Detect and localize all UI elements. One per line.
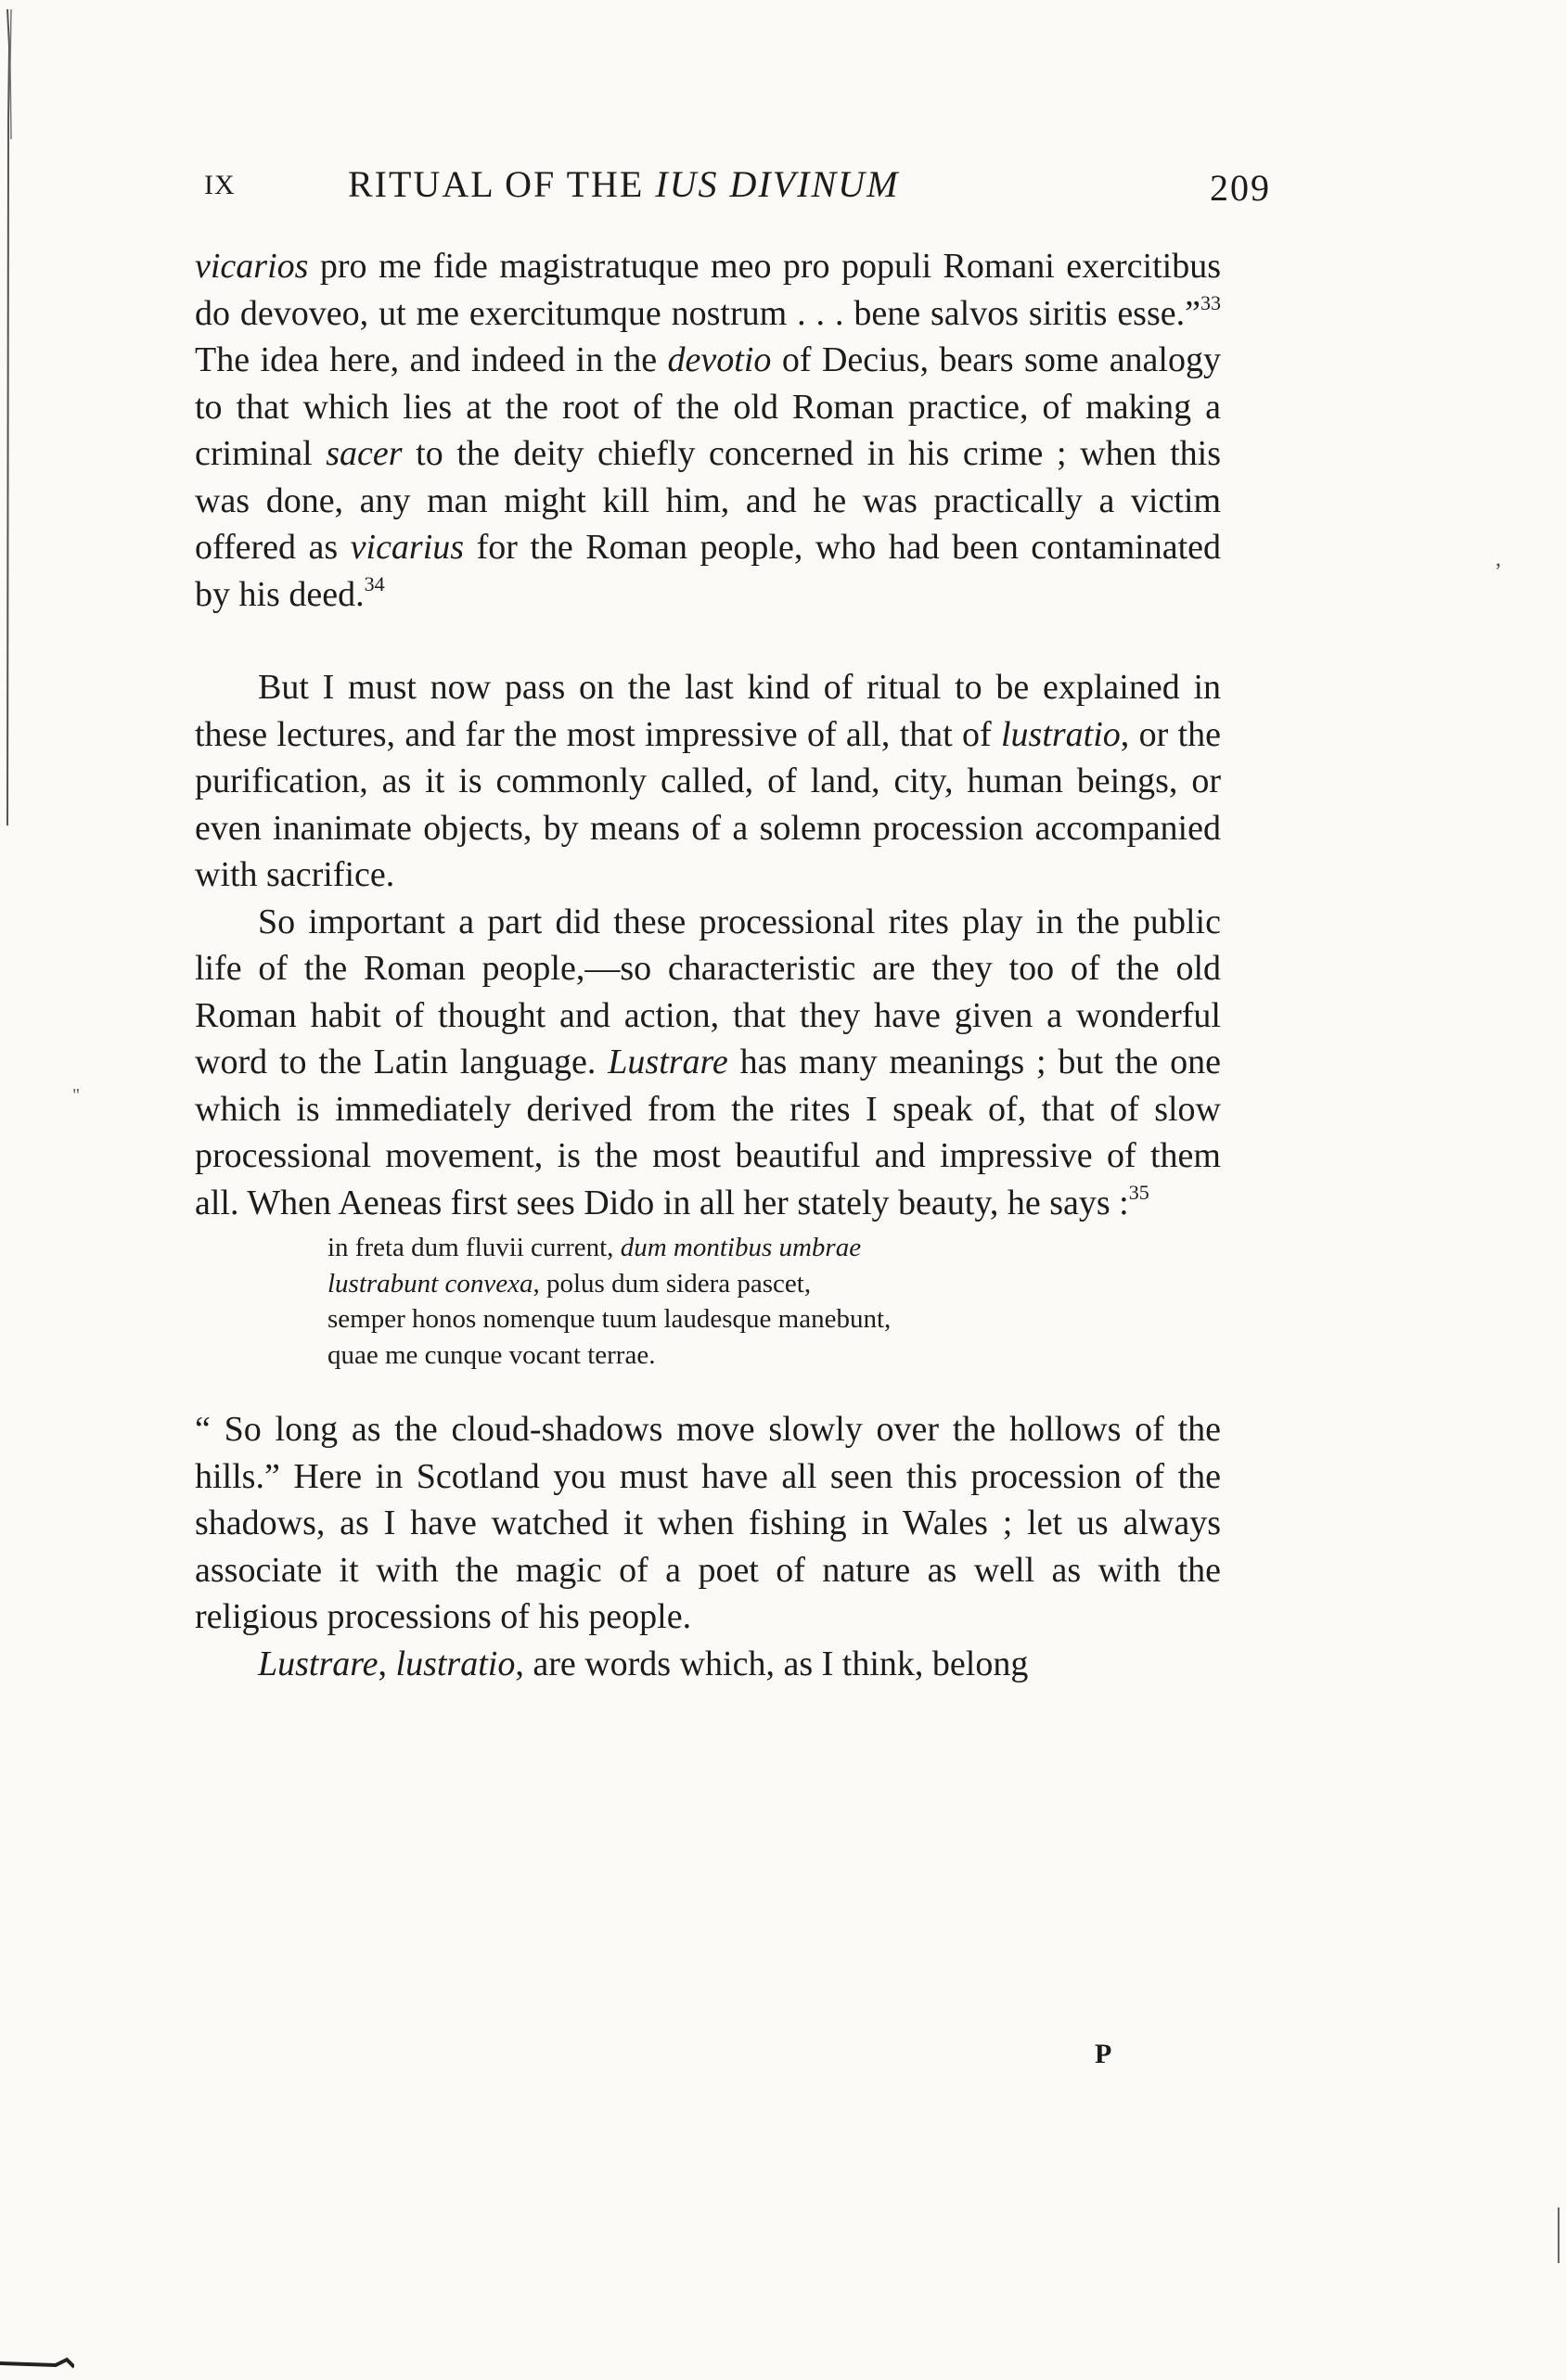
paragraph-2: But I must now pass on the last kind of ritual to be explained in these lectures, and far the most impressive of all, that of lustratio, or the purification, as it is commonly called, of land, city, human beings, or even inanimate objects, by means of a solemn procession accompanied with sacrifice. — [195, 668, 1222, 894]
footnote-ref-35: 35 — [1128, 1180, 1149, 1204]
margin-mark: , — [1495, 547, 1501, 571]
running-title: RITUAL OF THE IUS DIVINUM — [348, 163, 900, 205]
paragraph-4: “ So long as the cloud-shadows move slowly over the hollows of the hills.” Here in Scotland you must have all seen this procession of the shadows, as I have watched it when fishing in Wales ; let us always associate it with the magic of a poet of nature as well as with the religious processions of his people. — [195, 1410, 1221, 1636]
paragraph-5: Lustrare, lustratio, are words which, as I think, belong — [258, 1644, 1029, 1683]
running-header — [195, 162, 1271, 218]
scan-edge-right — [1557, 2207, 1560, 2263]
scan-edge-left — [6, 9, 13, 825]
footnote-ref-33: 33 — [1200, 290, 1221, 314]
page-number: 209 — [1210, 167, 1271, 209]
paragraph-1: vicarios pro me fide magistratuque meo pro populi Romani exercitibus do devoveo, ut me exercitumque nostrum . . . bene salvos siritis esse.”$^{33}$ The idea here, and indeed in the devotio of Decius, bears some analogy to that which lies at the root of the old Roman practice, of making a criminal sacer to the deity chiefly concerned in his crime ; when this was done, any man might kill him, and he was practically a victim offered as vicarius for the Roman people, who had been contaminated by his deed.$^{34}$ — [195, 247, 1221, 614]
signature-mark: P — [1095, 2039, 1112, 2069]
verse-quotation — [327, 1230, 1162, 1373]
verse-line-1: in freta dum fluvii current, dum montibus umbrae — [327, 1233, 862, 1262]
verse-line-4: quae me cunque vocant terrae. — [327, 1339, 656, 1370]
verse-line-2: lustrabunt convexa, polus dum sidera pascet, — [327, 1268, 812, 1299]
footnote-ref-34: 34 — [364, 571, 385, 595]
paragraph-spacer — [195, 1382, 1221, 1406]
paragraph-spacer — [195, 618, 1221, 664]
paragraph-3: So important a part did these processional rites play in the public life of the Roman people,—so characteristic are they too of the old Roman habit of thought and action, that they have given a wonderful word to the Latin language. Lustrare has many meanings ; but the one which is immediately derived from the rites I speak of, that of slow processional movement, is the most beautiful and impressive of them all. When Aeneas first sees Dido in all her stately beauty, he says :$^{35}$ — [195, 902, 1221, 1222]
scan-edge-bottom — [0, 2356, 74, 2369]
verse-line-3: semper honos nomenque tuum laudesque manebunt, — [327, 1304, 892, 1334]
margin-mark: " — [72, 1085, 81, 1106]
body-text — [195, 243, 1221, 1687]
chapter-number: IX — [204, 170, 236, 200]
